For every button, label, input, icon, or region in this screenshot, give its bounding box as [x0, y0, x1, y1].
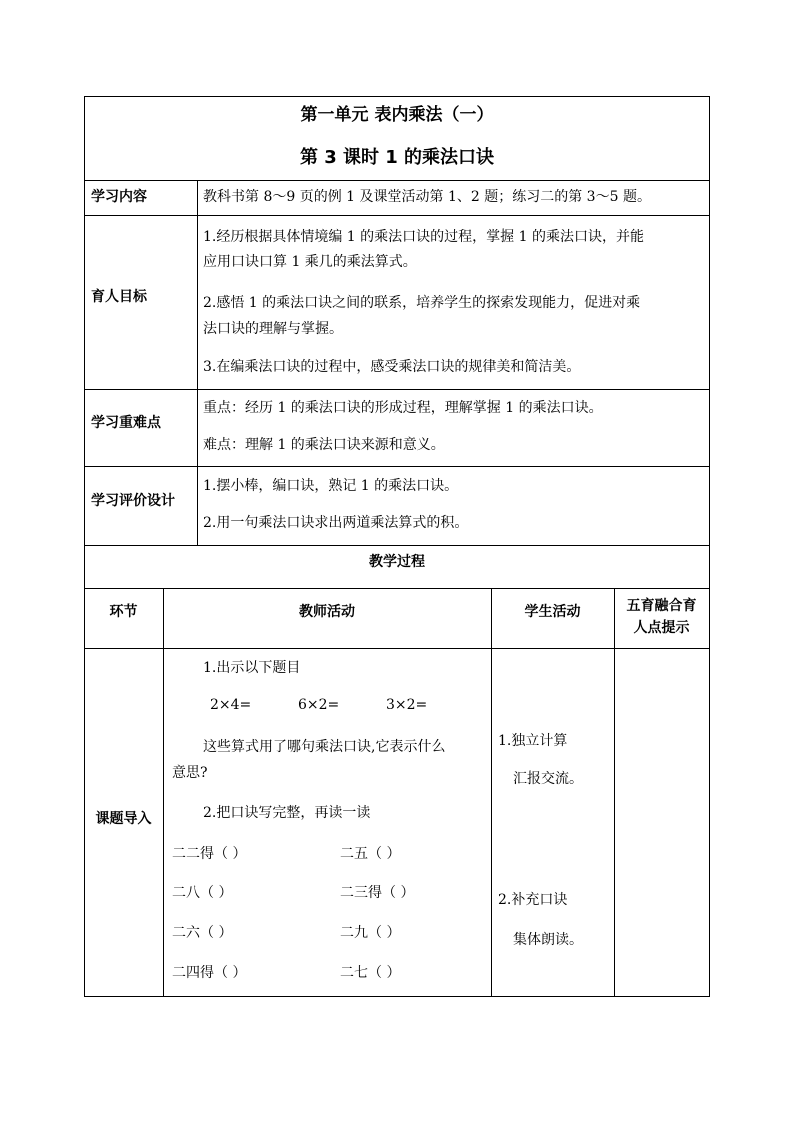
- row-divider: [84, 648, 710, 649]
- equation-3: 3×2=: [386, 697, 428, 713]
- lesson-title: 第 3 课时 1 的乘法口诀: [299, 147, 495, 168]
- col-divider: [491, 588, 492, 997]
- eval-2: 2.用一句乘法口诀求出两道乘法算式的积。: [203, 515, 469, 531]
- equation-1: 2×4=: [210, 697, 252, 713]
- goals-label: 育人目标: [91, 289, 147, 305]
- row-divider: [84, 180, 710, 181]
- table-border-top: [84, 96, 710, 97]
- rhyme-blank: 二六（ ）: [172, 925, 233, 941]
- teacher-step-1: 1.出示以下题目: [203, 660, 301, 676]
- difficult-point: 难点：理解 1 的乘法口诀来源和意义。: [203, 437, 445, 453]
- goal-2-line-2: 法口诀的理解与掌握。: [203, 321, 343, 337]
- goal-2-line-1: 2.感悟 1 的乘法口诀之间的联系，培养学生的探索发现能力，促进对乘: [203, 295, 641, 311]
- col-hint-header-line-2: 人点提示: [633, 620, 690, 636]
- col-student-header: 学生活动: [524, 604, 581, 620]
- goal-3: 3.在编乘法口诀的过程中，感受乘法口诀的规律美和简洁美。: [203, 359, 581, 375]
- student-activity-1a: 1.独立计算: [498, 733, 568, 749]
- rhyme-blank: 二三得（ ）: [340, 885, 415, 901]
- rhyme-blank: 二五（ ）: [340, 846, 401, 862]
- row-divider: [84, 588, 710, 589]
- table-border-right: [709, 96, 710, 997]
- rhyme-blank: 二四得（ ）: [172, 965, 247, 981]
- goal-1-line-1: 1.经历根据具体情境编 1 的乘法口诀的过程，掌握 1 的乘法口诀，并能: [203, 229, 644, 245]
- col-divider: [197, 180, 198, 546]
- student-activity-2b: 集体朗读。: [513, 932, 583, 948]
- process-title: 教学过程: [369, 554, 425, 570]
- content-text: 教科书第 8～9 页的例 1 及课堂活动第 1、2 题；练习二的第 3～5 题。: [203, 189, 651, 205]
- row-divider: [84, 215, 710, 216]
- student-activity-1b: 汇报交流。: [513, 771, 583, 787]
- col-teacher-header: 教师活动: [299, 604, 355, 620]
- col-stage-header: 环节: [109, 604, 138, 620]
- col-divider: [614, 588, 615, 997]
- teacher-question-line-1: 这些算式用了哪句乘法口诀,它表示什么: [203, 739, 446, 755]
- row-divider: [84, 545, 710, 546]
- unit-title: 第一单元 表内乘法（一）: [300, 105, 494, 125]
- row-divider: [84, 466, 710, 467]
- student-activity-2a: 2.补充口诀: [498, 892, 568, 908]
- eval-label: 学习评价设计: [91, 493, 175, 509]
- equation-2: 6×2=: [298, 697, 340, 713]
- goal-1-line-2: 应用口诀口算 1 乘几的乘法算式。: [203, 254, 417, 270]
- rhyme-blank: 二二得（ ）: [172, 846, 247, 862]
- teacher-step-2: 2.把口诀写完整，再读一读: [203, 805, 371, 821]
- key-label: 学习重难点: [91, 415, 161, 431]
- table-border-bottom: [84, 996, 710, 997]
- col-hint-header-line-1: 五育融合育: [626, 598, 697, 614]
- rhyme-blank: 二九（ ）: [340, 925, 401, 941]
- table-border-left: [84, 96, 85, 997]
- rhyme-blank: 二七（ ）: [340, 965, 401, 981]
- stage-intro: 课题导入: [95, 811, 152, 827]
- content-label: 学习内容: [91, 189, 147, 205]
- row-divider: [84, 389, 710, 390]
- col-divider: [163, 588, 164, 997]
- key-point: 重点：经历 1 的乘法口诀的形成过程，理解掌握 1 的乘法口诀。: [203, 400, 603, 416]
- rhyme-blank: 二八（ ）: [172, 885, 233, 901]
- eval-1: 1.摆小棒，编口诀，熟记 1 的乘法口诀。: [203, 478, 459, 494]
- teacher-question-line-2: 意思?: [172, 765, 208, 781]
